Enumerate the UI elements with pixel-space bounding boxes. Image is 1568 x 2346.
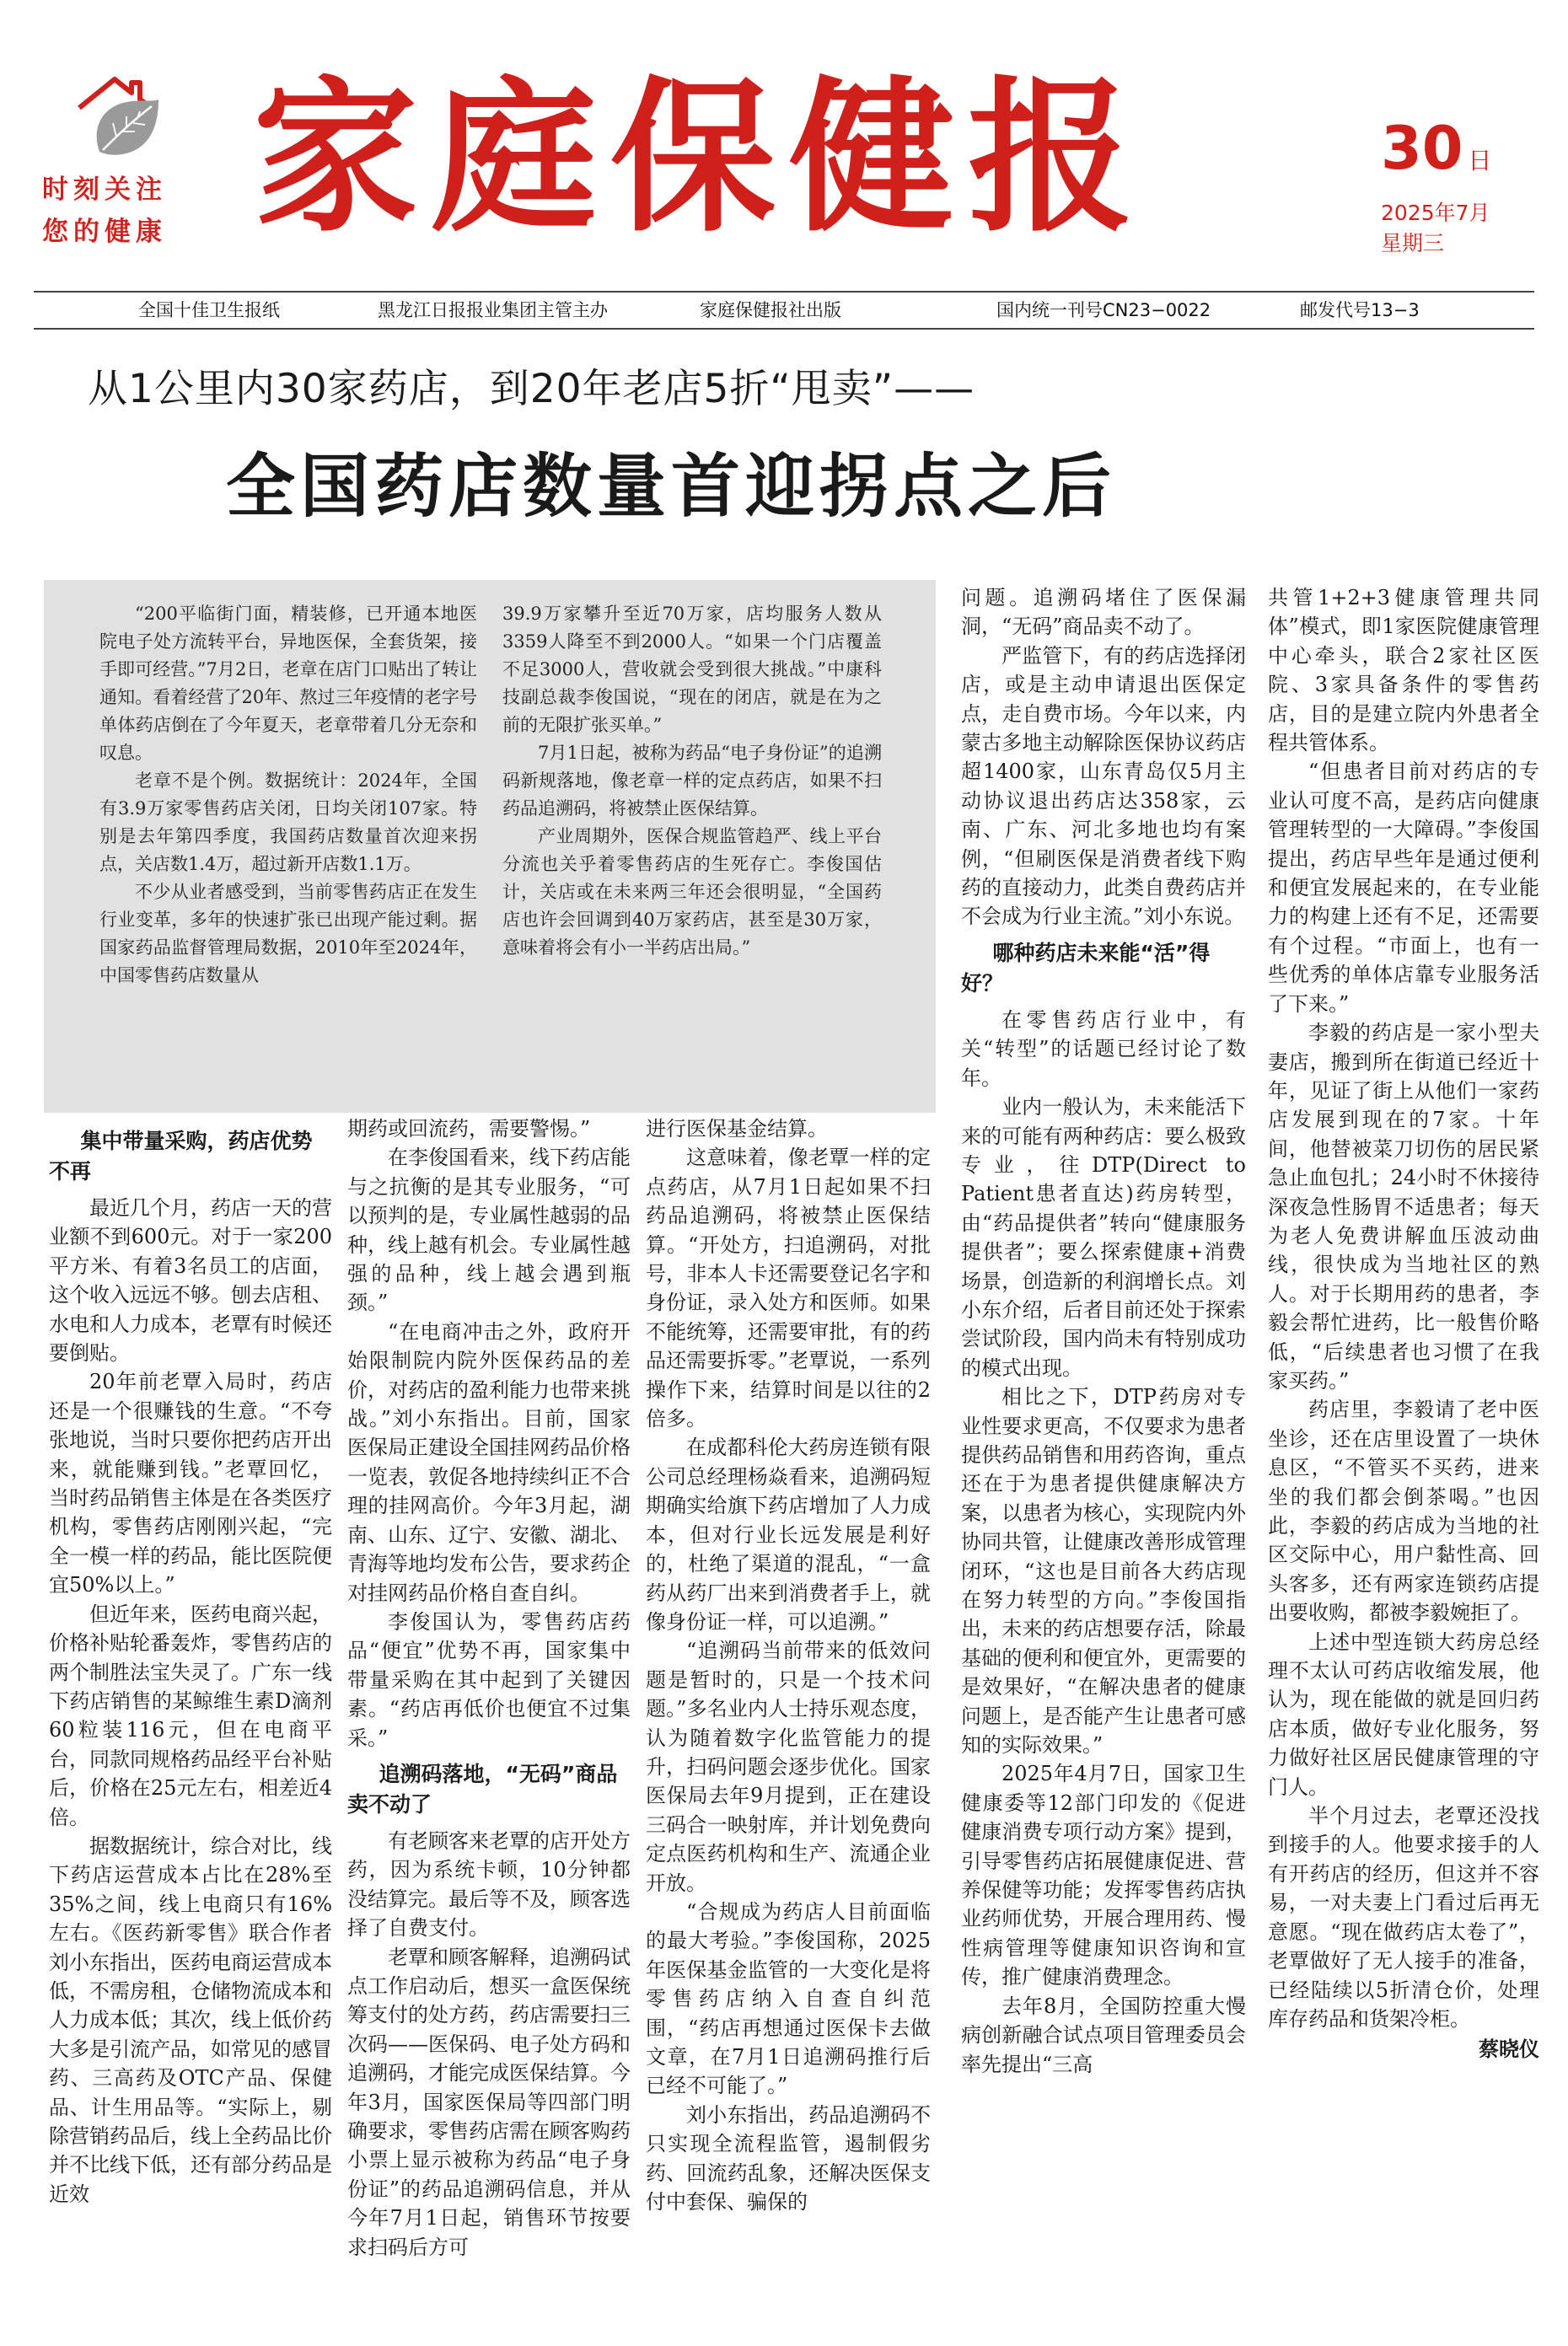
article-column-5	[1268, 583, 1539, 2064]
section-heading: 集中带量采购，药店优势不再	[49, 1129, 313, 1184]
paragraph: “但患者目前对药店的专业认可度不高，是药店向健康管理转型的一大障碍。”李俊国提出，药店早些年是通过便利和便宜发展起来的，在专业能力的构建上还有不足，还需要有个过程。“市面上，也有一些优秀的单体店靠专业服务活了下来。”	[1268, 760, 1539, 1016]
issue-weekday: 星期三	[1381, 231, 1445, 255]
issue-day: 30 日	[1381, 114, 1492, 183]
info-honor: 全国十佳卫生报纸	[138, 300, 280, 320]
paragraph: 进行医保基金结算。	[646, 1117, 828, 1141]
paragraph: 期药或回流药，需要警惕。”	[347, 1117, 591, 1141]
paragraph: 但近年来，医药电商兴起，价格补贴轮番轰炸，零售药店的两个制胜法宝失灵了。广东一线下药店销售的某鲸维生素D滴剂60粒装116元，但在电商平台，同款同规格药品经平台补贴后，价格在25元左右，相差近4倍。	[49, 1602, 332, 1829]
intro-paragraph: 老章不是个例。数据统计：2024年，全国有3.9万家零售药店关闭，日均关闭107家。特别是去年第四季度，我国药店数量首次迎来拐点，关店数1.4万，超过新开店数1.1万。	[99, 770, 477, 874]
intro-column-right	[502, 600, 882, 962]
issue-date	[1381, 114, 1541, 259]
newspaper-title: 家庭保健报	[253, 62, 1147, 255]
info-cn-number: 国内统一刊号CN23−0022	[996, 300, 1211, 320]
paragraph: 共管1+2+3健康管理共同体”模式，即1家医院健康管理中心牵头，联合2家社区医院、3家具备条件的零售药店，目的是建立院内外患者全程共管体系。	[1268, 586, 1539, 755]
paragraph: 问题。追溯码堵住了医保漏洞，“无码”商品卖不动了。	[961, 586, 1246, 639]
intro-paragraph: 7月1日起，被称为药品“电子身份证”的追溯码新规落地，像老章一样的定点药店，如果不扫药品追溯码，将被禁止医保结算。	[502, 743, 882, 819]
paragraph: 上述中型连锁大药房总经理不太认可药店收缩发展，他认为，现在能做的就是回归药店本质，做好专业化服务，努力做好社区居民健康管理的守门人。	[1268, 1629, 1539, 1799]
intro-box	[44, 580, 936, 1113]
paragraph: 李毅的药店是一家小型夫妻店，搬到所在街道已经近十年，见证了街上从他们一家药店发展到现在的7家。十年间，他替被菜刀切伤的居民紧急止血包扎；24小时不休接待深夜急性肠胃不适患者；每天为老人免费讲解血压波动曲线，很快成为当地社区的熟人。对于长期用药的患者，李毅会帮忙进药，比一般售价略低，“后续患者也习惯了在我家买药。”	[1268, 1021, 1539, 1393]
paragraph: 严监管下，有的药店选择闭店，或是主动申请退出医保定点，走自费市场。今年以来，内蒙古多地主动解除医保协议药店超1400家，山东青岛仅5月主动协议退出药店达358家，云南、广东、河北多地也均有案例，“但刷医保是消费者线下购药的直接动力，此类自费药店并不会成为行业主流。”刘小东说。	[961, 643, 1246, 929]
intro-column-left	[99, 600, 477, 990]
leaf-house-logo-icon	[74, 74, 167, 158]
article-column-1	[49, 1119, 332, 2209]
publication-info-bar	[34, 291, 1534, 330]
article-column-3	[646, 1114, 931, 2216]
paragraph: 去年8月，全国防控重大慢病创新融合试点项目管理委员会率先提出“三高	[961, 1994, 1246, 2076]
paragraph: 药店里，李毅请了老中医坐诊，还在店里设置了一块休息区，“不管买不买药，进来坐的我们都会倒茶喝。”也因此，李毅的药店成为当地的社区交际中心，用户黏性高、回头客多，还有两家连锁药店提出要收购，都被李毅婉拒了。	[1268, 1398, 1539, 1625]
paragraph: 在零售药店行业中，有关“转型”的话题已经讨论了数年。	[961, 1007, 1246, 1090]
slogan-line-1: 时刻关注	[42, 174, 167, 205]
paragraph: “追溯码当前带来的低效问题是暂时的，只是一个技术问题。”多名业内人士持乐观态度，认为随着数字化监管能力的提升，扫码问题会逐步优化。国家医保局去年9月提到，正在建设三码合一映射库，并计划免费向定点医药机构和生产、流通企业开放。	[646, 1639, 931, 1895]
article-column-2	[347, 1114, 631, 2262]
slogan	[42, 169, 167, 253]
info-sponsor: 黑龙江日报报业集团主管主办	[378, 300, 608, 320]
paragraph: 20年前老覃入局时，药店还是一个很赚钱的生意。“不夸张地说，当时只要你把药店开出来，就能赚到钱。”老覃回忆，当时药品销售主体是在各类医疗机构，零售药店刚刚兴起，“完全一模一样的药品，能比医院便宜50%以上。”	[49, 1370, 332, 1597]
info-publisher: 家庭保健报社出版	[700, 300, 841, 320]
paragraph: 在李俊国看来，线下药店能与之抗衡的是其专业服务，“可以预判的是，专业属性越弱的品种，线上越有机会。专业属性越强的品种，线上越会遇到瓶颈。”	[347, 1146, 631, 1315]
author-byline: 蔡晓仪	[1479, 2037, 1539, 2062]
intro-paragraph: 产业周期外，医保合规监管趋严、线上平台分流也关乎着零售药店的生死存亡。李俊国估计，关店或在未来两三年还会很明显，“全国药店也许会回调到40万家药店，甚至是30万家，意味着将会有小一半药店出局。”	[502, 826, 882, 958]
intro-paragraph: 39.9万家攀升至近70万家，店均服务人数从3359人降至不到2000人。“如果一个门店覆盖不足3000人，营收就会受到很大挑战。”中康科技副总裁李俊国说，“现在的闭店，就是在为之前的无限扩张买单。”	[502, 604, 882, 735]
paragraph: 这意味着，像老覃一样的定点药店，从7月1日起如果不扫药品追溯码，将被禁止医保结算。“开处方，扫追溯码，对批号，非本人卡还需要登记名字和身份证，录入处方和医师。如果不能统筹，还需要审批，有的药品还需要拆零。”老覃说，一系列操作下来，结算时间是以往的2倍多。	[646, 1146, 931, 1431]
article-column-4	[961, 583, 1246, 2079]
intro-paragraph: “200平临街门面，精装修，已开通本地医院电子处方流转平台，异地医保，全套货架，接手即可经营。”7月2日，老章在店门口贴出了转让通知。看着经营了20年、熬过三年疫情的老字号单体药店倒在了今年夏天，老章带着几分无奈和叹息。	[99, 604, 477, 763]
paragraph: 最近几个月，药店一天的营业额不到600元。对于一家200平方米、有着3名员工的店面，这个收入远远不够。刨去店租、水电和人力成本，老覃有时候还要倒贴。	[49, 1196, 332, 1366]
paragraph: 刘小东指出，药品追溯码不只实现全流程监管，遏制假劣药、回流药乱象，还解决医保支付中套保、骗保的	[646, 2102, 931, 2214]
paragraph: 相比之下，DTP药房对专业性要求更高，不仅要求为患者提供药品销售和用药咨询，重点还在于为患者提供健康解决方案，以患者为核心，实现院内外协同共管，让健康改善形成管理闭环，“这也是目前各大药店现在努力转型的方向。”李俊国指出，未来的药店想要存活，除最基础的便利和便宜外，更需要的是效果好，“在解决患者的健康问题上，是否能产生让患者可感知的实际效果。”	[961, 1385, 1246, 1758]
paragraph: 李俊国认为，零售药店药品“便宜”优势不再，国家集中带量采购在其中起到了关键因素。“药店再低价也便宜不过集采。”	[347, 1609, 631, 1750]
slogan-line-2: 您的健康	[42, 217, 167, 247]
paragraph: 2025年4月7日，国家卫生健康委等12部门印发的《促进健康消费专项行动方案》提到，引导零售药店拓展健康促进、营养保健等功能；发挥零售药店执业药师优势，开展合理用药、慢性病管理等健康知识咨询和宣传，推广健康消费理念。	[961, 1762, 1246, 1989]
paragraph: “合规成为药店人目前面临的最大考验。”李俊国称，2025年医保基金监管的一大变化是将零售药店纳入自查自纠范围，“药店再想通过医保卡去做文章，在7月1日追溯码推行后已经不可能了。”	[646, 1899, 931, 2098]
paragraph: 有老顾客来老覃的店开处方药，因为系统卡顿，10分钟都没结算完。最后等不及，顾客选择了自费支付。	[347, 1828, 631, 1941]
info-postal-code: 邮发代号13−3	[1300, 300, 1420, 320]
intro-paragraph: 不少从业者感受到，当前零售药店正在发生行业变革，多年的快速扩张已出现产能过剩。据国家药品监督管理局数据，2010年至2024年，中国零售药店数量从	[99, 882, 477, 985]
paragraph: 据数据统计，综合对比，线下药店运营成本占比在28%至35%之间，线上电商只有16%左右。《医药新零售》联合作者刘小东指出，医药电商运营成本低，不需房租，仓储物流成本和人力成本低；其次，线上低价药大多是引流产品，如常见的感冒药、三高药及OTC产品、保健品、计生用品等。“实际上，剔除营销药品后，线上全药品比价并不比线下低，还有部分药品是近效	[49, 1833, 332, 2206]
issue-year-month: 2025年7月	[1381, 201, 1490, 225]
paragraph: 半个月过去，老覃还没找到接手的人。他要求接手的人有开药店的经历，但这并不容易，一对夫妻上门看过后再无意愿。“现在做药店太卷了”，老覃做好了无人接手的准备，已经陆续以5折清仓价，处理库存药品和货架冷柜。	[1268, 1804, 1539, 2031]
headline-kicker: 从1公里内30家药店，到20年老店5折“甩卖”——	[88, 366, 975, 412]
paragraph: “在电商冲击之外，政府开始限制院内院外医保药品的差价，对药店的盈利能力也带来挑战。”刘小东指出。目前，国家医保局正建设全国挂网药品价格一览表，敦促各地持续纠正不合理的挂网高价。今年3月起，湖南、山东、辽宁、安徽、湖北、青海等地均发布公告，要求药企对挂网药品价格自查自纠。	[347, 1319, 631, 1605]
paragraph: 老覃和顾客解释，追溯码试点工作启动后，想买一盒医保统筹支付的处方药，药店需要扫三次码——医保码、电子处方码和追溯码，才能完成医保结算。今年3月，国家医保局等四部门明确要求，零售药店需在顾客购药小票上显示被称为药品“电子身份证”的药品追溯码信息，并从今年7月1日起，销售环节按要求扫码后方可	[347, 1945, 631, 2259]
paragraph: 业内一般认为，未来能活下来的可能有两种药店：要么极致专业，往DTP(Direct to Patient患者直达)药房转型，由“药品提供者”转向“健康服务提供者”；要么探索健康+消费场景，创造新的利润增长点。刘小东介绍，后者目前还处于探索尝试阶段，国内尚未有特别成功的模式出现。	[961, 1095, 1246, 1380]
section-heading: 追溯码落地，“无码”商品卖不动了	[347, 1761, 618, 1817]
section-heading: 哪种药店未来能“活”得好？	[961, 940, 1211, 996]
main-headline: 全国药店数量首迎拐点之后	[226, 446, 1117, 527]
paragraph: 在成都科伦大药房连锁有限公司总经理杨焱看来，追溯码短期确实给旗下药店增加了人力成本，但对行业长远发展是利好的，杜绝了渠道的混乱，“一盒药从药厂出来到消费者手上，就像身份证一样，可以追溯。”	[646, 1436, 931, 1634]
